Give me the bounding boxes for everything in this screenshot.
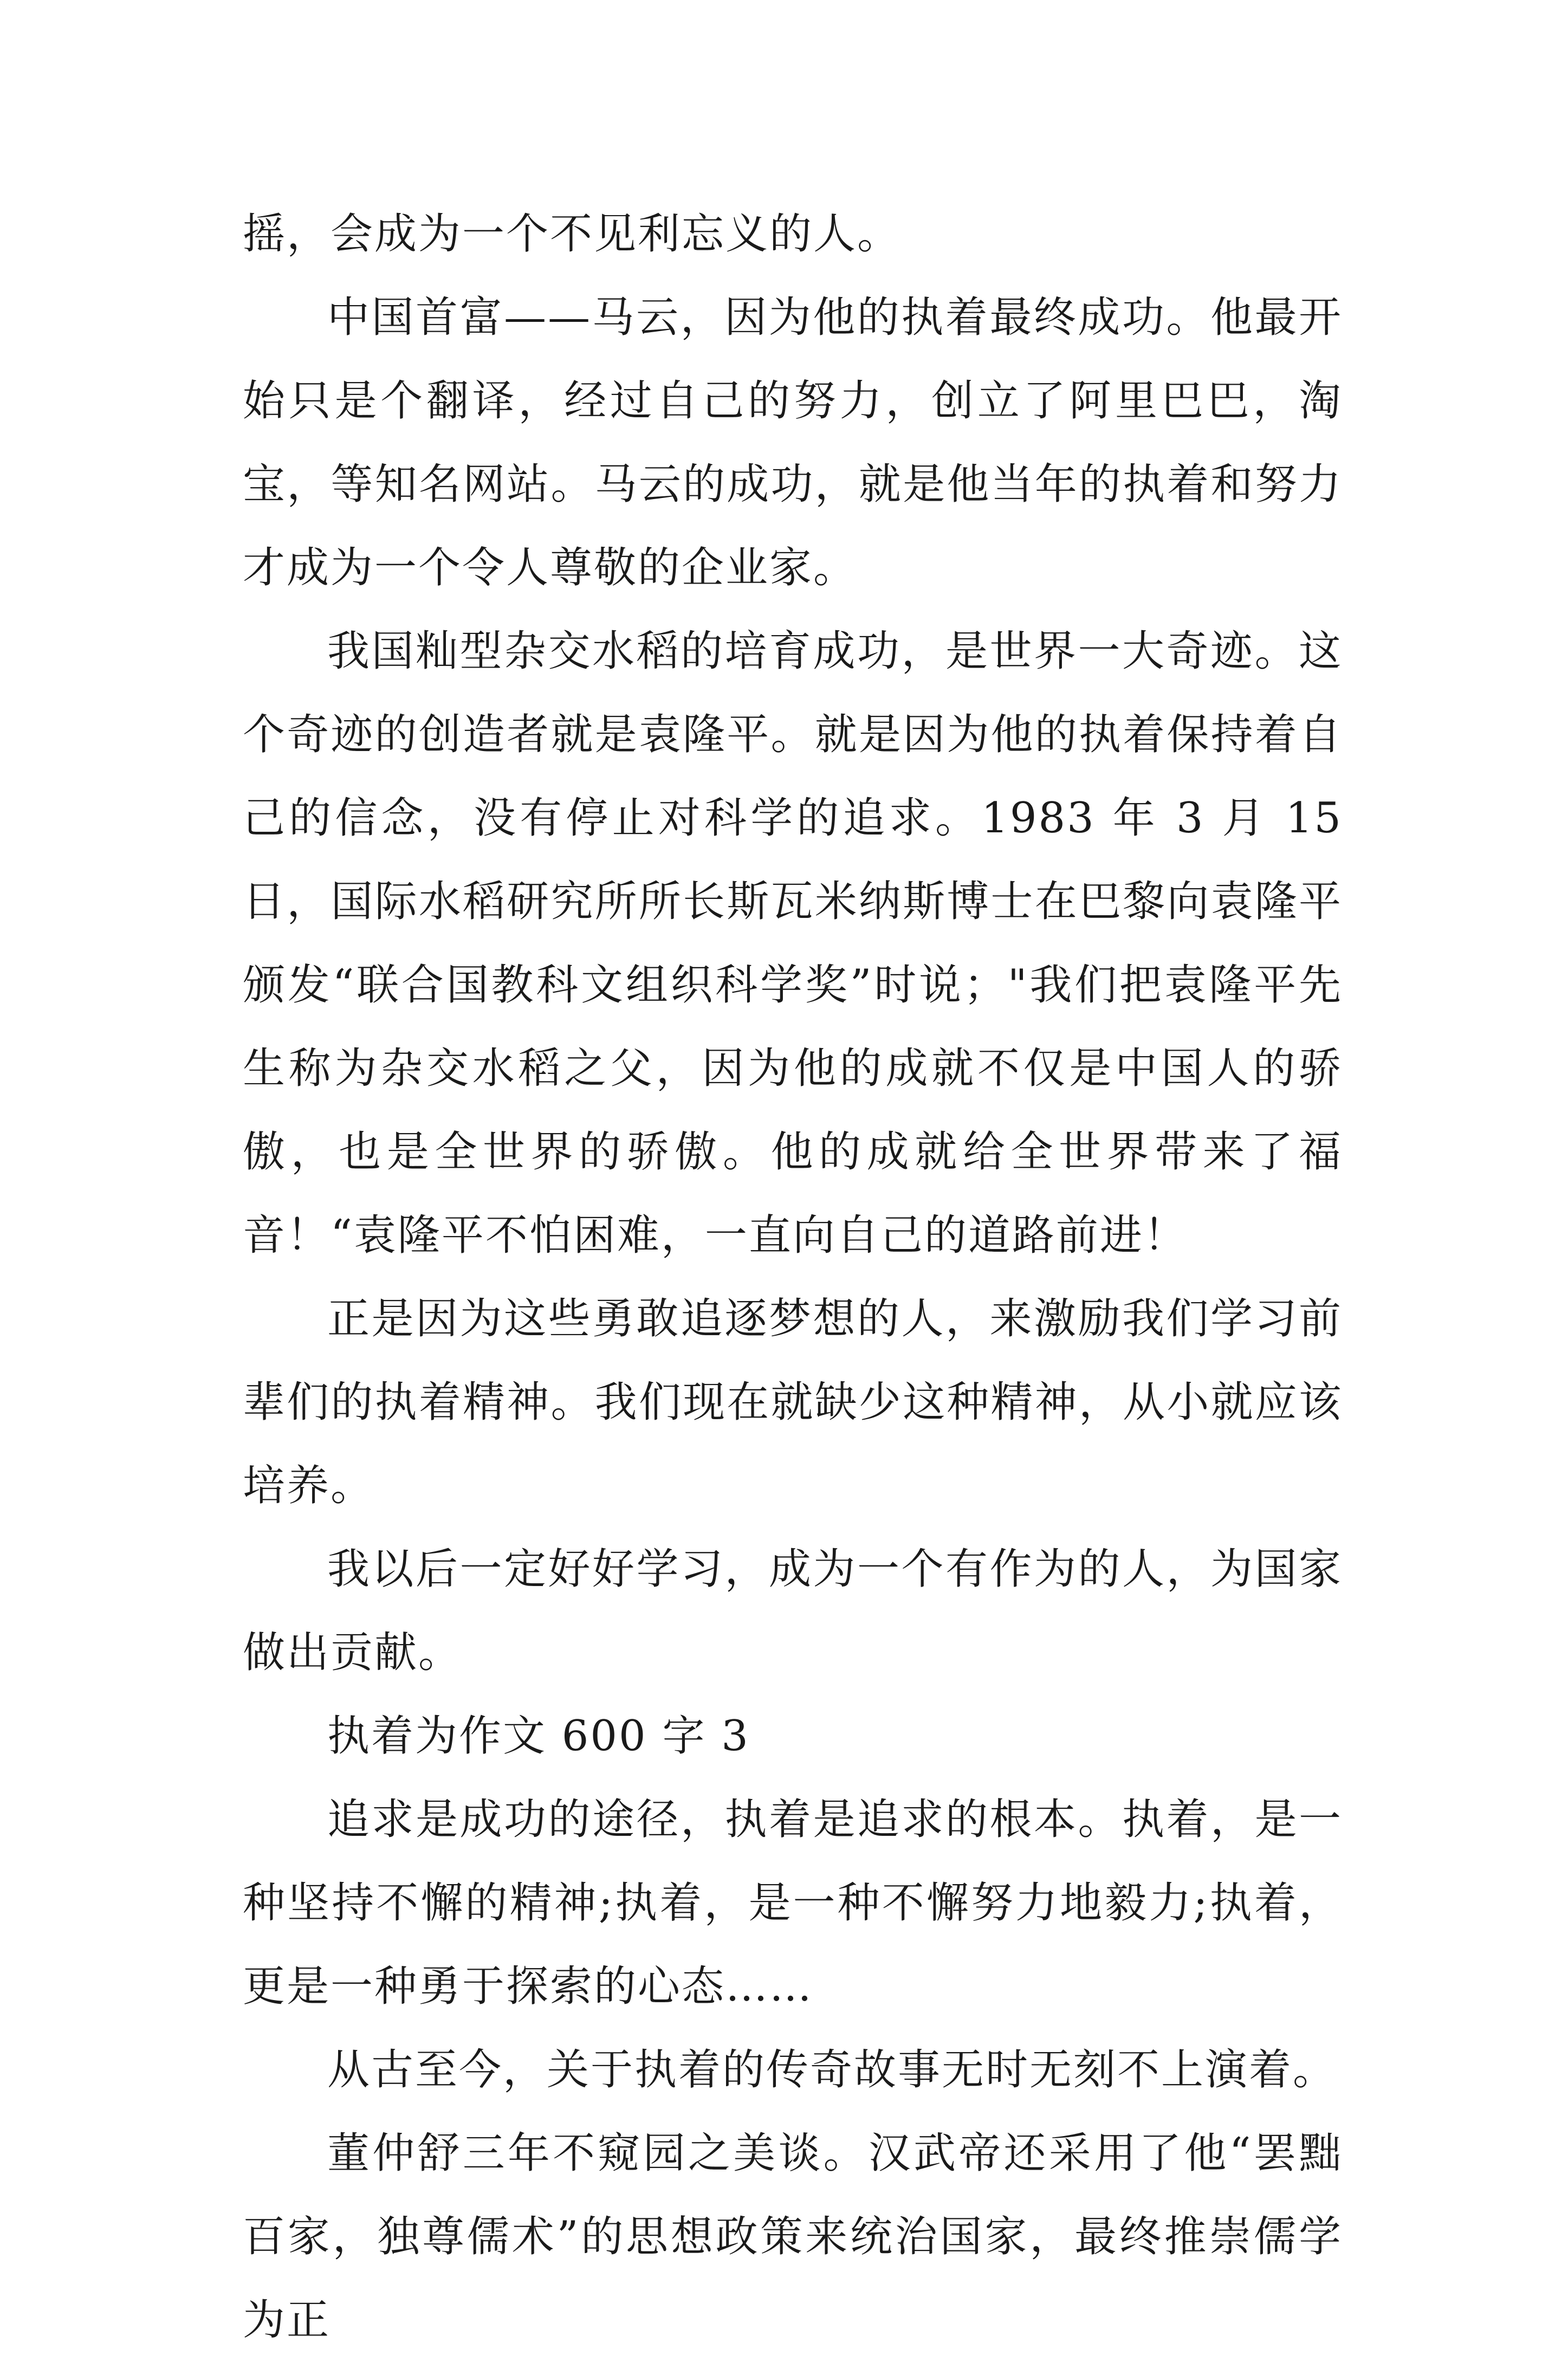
paragraph-resolution: 我以后一定好好学习，成为一个有作为的人，为国家做出贡献。 [243, 1545, 1343, 1677]
paragraph-pursuit: 追求是成功的途径，执着是追求的根本。执着，是一种坚持不懈的精神;执着，是一种不懈努力地毅力;执着，更是一种勇于探索的心态…… [243, 1795, 1343, 2011]
paragraph-continuation: 摇，会成为一个不见利忘义的人。 [243, 210, 902, 258]
paragraph-dong-zhongshu: 董仲舒三年不窥园之美谈。汉武帝还采用了他“罢黜百家，独尊儒术”的思想政策来统治国家，最终推崇儒学为正 [243, 2129, 1343, 2345]
paragraph-ma-yun: 中国首富——马云，因为他的执着最终成功。他最开始只是个翻译，经过自己的努力，创立了阿里巴巴，淘宝，等知名网站。马云的成功，就是他当年的执着和努力才成为一个令人尊敬的企业家。 [243, 293, 1343, 592]
paragraph-legends: 从古至今，关于执着的传奇故事无时无刻不上演着。 [327, 2046, 1337, 2094]
essay-heading: 执着为作文 600 字 3 [327, 1712, 750, 1761]
paragraph-inspiration: 正是因为这些勇敢追逐梦想的人，来激励我们学习前辈们的执着精神。我们现在就缺少这种精神，从小就应该培养。 [243, 1295, 1343, 1510]
essay-body [243, 192, 1343, 2362]
paragraph-yuan-longping: 我国籼型杂交水稻的培育成功，是世界一大奇迹。这个奇迹的创造者就是袁隆平。就是因为他的执着保持着自己的信念，没有停止对科学的追求。1983 年 3 月 15 日，国际水稻研究所所长斯瓦米纳斯博士在巴黎向袁隆平颁发“联合国教科文组织科学奖”时说；"我们把袁隆平先生称为杂交水稻之父，因为他的成就不仅是中国人的骄傲，也是全世界的骄傲。他的成就给全世界带来了福音！“袁隆平不怕困难，一直向自己的道路前进！ [243, 627, 1343, 1260]
